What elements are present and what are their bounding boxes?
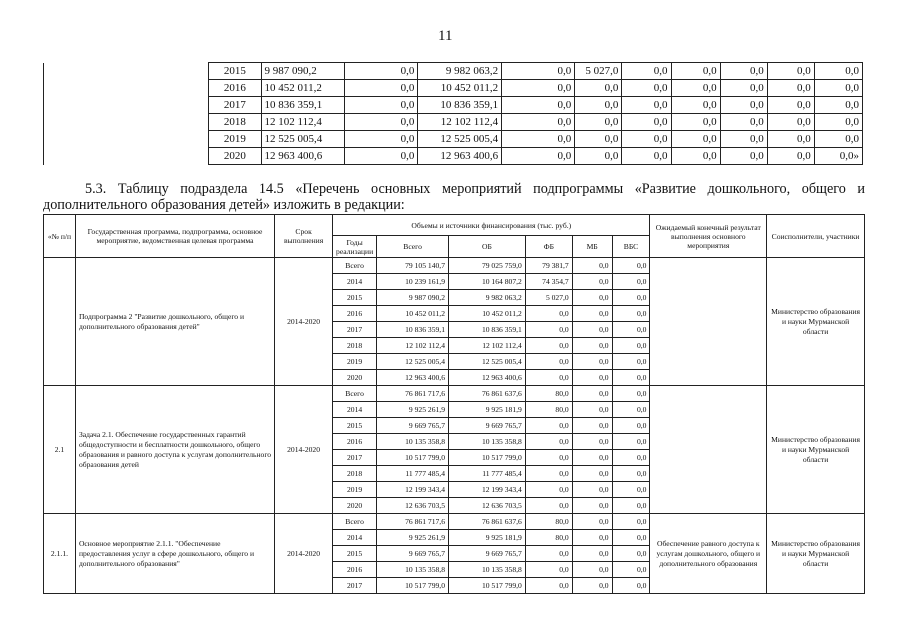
fb-cell: 0,0 [525,546,572,562]
total-cell: 9 925 261,9 [377,402,449,418]
total-cell: 11 777 485,4 [377,466,449,482]
value-cell: 10 836 359,1 [418,97,502,114]
item-name: Подпрограмма 2 "Развитие дошкольного, общего и дополнительного образования детей" [75,258,274,386]
year-cell: 2015 [333,546,377,562]
total-cell: 12 525 005,4 [377,354,449,370]
mb-cell: 0,0 [572,466,612,482]
value-cell: 0,0 [720,80,767,97]
blank-cell [44,114,209,131]
vbs-cell: 0,0 [612,530,650,546]
value-cell: 0,0 [575,80,622,97]
fb-cell: 0,0 [525,450,572,466]
total-cell: 9 669 765,7 [377,418,449,434]
value-cell: 0,0 [671,131,720,148]
total-cell: 76 861 717,6 [377,514,449,530]
blank-cell [44,97,209,114]
paragraph-line-2: дополнительного образования детей» изложить в редакции: [43,197,405,213]
value-cell: 0,0 [575,114,622,131]
value-cell: 0,0 [814,97,862,114]
value-cell: 0,0 [622,148,671,165]
ob-cell: 10 135 358,8 [449,434,526,450]
year-cell: 2020 [333,370,377,386]
fb-cell: 0,0 [525,434,572,450]
value-cell: 0,0 [814,63,862,80]
value-cell: 0,0 [720,97,767,114]
ob-cell: 76 861 637,6 [449,514,526,530]
table-row [44,131,863,148]
vbs-cell: 0,0 [612,466,650,482]
vbs-cell: 0,0 [612,370,650,386]
mb-cell: 0,0 [572,290,612,306]
mb-cell: 0,0 [572,322,612,338]
table-row [44,386,865,402]
total-cell: 12 636 703,5 [377,498,449,514]
value-cell: 10 452 011,2 [418,80,502,97]
year-cell: 2019 [333,482,377,498]
year-cell: 2017 [209,97,261,114]
vbs-cell: 0,0 [612,546,650,562]
value-cell: 0,0 [575,131,622,148]
value-cell: 0,0 [345,63,418,80]
value-cell: 0,0 [671,148,720,165]
blank-cell [44,148,209,165]
vbs-cell: 0,0 [612,482,650,498]
header-executors: Соисполнители, участники [767,215,865,258]
blank-cell [44,131,209,148]
ob-cell: 12 102 112,4 [449,338,526,354]
item-result [650,258,767,386]
total-cell: 79 105 140,7 [377,258,449,274]
activities-table [43,214,865,594]
ob-cell: 76 861 637,6 [449,386,526,402]
total-cell: 10 517 799,0 [377,450,449,466]
fb-cell: 5 027,0 [525,290,572,306]
page-number: 11 [438,28,453,44]
vbs-cell: 0,0 [612,290,650,306]
year-cell: Всего [333,258,377,274]
mb-cell: 0,0 [572,530,612,546]
value-cell: 0,0 [502,148,575,165]
header-name: Государственная программа, подпрограмма, основное мероприятие, ведомственная целевая программа [75,215,274,258]
value-cell: 0,0 [345,131,418,148]
ob-cell: 12 199 343,4 [449,482,526,498]
mb-cell: 0,0 [572,274,612,290]
item-result [650,386,767,514]
ob-cell: 9 925 181,9 [449,402,526,418]
vbs-cell: 0,0 [612,354,650,370]
vbs-cell: 0,0 [612,498,650,514]
instruction-paragraph [43,181,865,213]
total-cell: 9 987 090,2 [377,290,449,306]
total-cell: 12 102 112,4 [261,114,345,131]
header-term: Срок выполнения [275,215,333,258]
value-cell: 0,0 [622,97,671,114]
fb-cell: 0,0 [525,322,572,338]
year-cell: 2016 [333,562,377,578]
table-row [44,148,863,165]
table-row [44,97,863,114]
value-cell: 0,0 [622,80,671,97]
value-cell: 0,0 [767,114,814,131]
item-term: 2014-2020 [275,258,333,386]
value-cell: 0,0 [345,80,418,97]
item-result: Обеспечение равного доступа к услугам дошкольного, общего и дополнительного образования [650,514,767,594]
value-cell: 0,0 [502,131,575,148]
year-cell: 2019 [333,354,377,370]
fb-cell: 80,0 [525,514,572,530]
header-total: Всего [377,236,449,258]
vbs-cell: 0,0 [612,386,650,402]
mb-cell: 0,0 [572,354,612,370]
total-cell: 9 987 090,2 [261,63,345,80]
value-cell: 0,0 [814,114,862,131]
item-executors: Министерство образования и науки Мурманской области [767,386,865,514]
vbs-cell: 0,0 [612,418,650,434]
ob-cell: 79 025 759,0 [449,258,526,274]
ob-cell: 9 669 765,7 [449,546,526,562]
year-cell: 2018 [333,338,377,354]
total-cell: 10 239 161,9 [377,274,449,290]
value-cell: 0,0 [622,114,671,131]
total-cell: 10 836 359,1 [377,322,449,338]
year-cell: 2018 [209,114,261,131]
ob-cell: 11 777 485,4 [449,466,526,482]
header-result: Ожидаемый конечный результат выполнения основного мероприятия [650,215,767,258]
vbs-cell: 0,0 [612,450,650,466]
ob-cell: 10 517 799,0 [449,450,526,466]
vbs-cell: 0,0 [612,514,650,530]
value-cell: 0,0 [767,148,814,165]
value-cell: 0,0 [671,63,720,80]
mb-cell: 0,0 [572,546,612,562]
value-cell: 0,0 [767,131,814,148]
fb-cell: 0,0 [525,562,572,578]
value-cell: 0,0 [575,97,622,114]
fb-cell: 0,0 [525,466,572,482]
value-cell: 0,0 [720,148,767,165]
year-cell: 2017 [333,450,377,466]
vbs-cell: 0,0 [612,338,650,354]
value-cell: 0,0 [767,80,814,97]
mb-cell: 0,0 [572,306,612,322]
mb-cell: 0,0 [572,450,612,466]
item-number: 2.1.1. [44,514,76,594]
mb-cell: 0,0 [572,434,612,450]
value-cell: 0,0 [345,148,418,165]
year-cell: 2015 [333,418,377,434]
table-row [44,63,863,80]
value-cell: 0,0» [814,148,862,165]
total-cell: 12 102 112,4 [377,338,449,354]
fb-cell: 0,0 [525,482,572,498]
header-years: Годы реализации [333,236,377,258]
item-executors: Министерство образования и науки Мурманской области [767,514,865,594]
fb-cell: 80,0 [525,530,572,546]
value-cell: 5 027,0 [575,63,622,80]
fb-cell: 0,0 [525,578,572,594]
total-cell: 10 452 011,2 [377,306,449,322]
header-vbs: ВБС [612,236,650,258]
fb-cell: 0,0 [525,354,572,370]
header-mb: МБ [572,236,612,258]
vbs-cell: 0,0 [612,578,650,594]
ob-cell: 10 164 807,2 [449,274,526,290]
value-cell: 0,0 [622,63,671,80]
value-cell: 0,0 [720,131,767,148]
total-cell: 76 861 717,6 [377,386,449,402]
ob-cell: 9 925 181,9 [449,530,526,546]
year-cell: Всего [333,386,377,402]
year-cell: 2018 [333,466,377,482]
ob-cell: 12 963 400,6 [449,370,526,386]
value-cell: 0,0 [814,131,862,148]
fb-cell: 0,0 [525,306,572,322]
paragraph-line-1: 5.3. Таблицу подраздела 14.5 «Перечень основных мероприятий подпрограммы «Развитие дошкольного, общего и [85,181,865,197]
total-cell: 10 135 358,8 [377,434,449,450]
fb-cell: 80,0 [525,386,572,402]
total-cell: 10 836 359,1 [261,97,345,114]
total-cell: 9 669 765,7 [377,546,449,562]
year-cell: 2016 [209,80,261,97]
vbs-cell: 0,0 [612,274,650,290]
value-cell: 0,0 [767,63,814,80]
value-cell: 0,0 [502,63,575,80]
item-term: 2014-2020 [275,514,333,594]
item-name: Задача 2.1. Обеспечение государственных гарантий общедоступности и бесплатности дошкольного, общего образования и равного доступа к услугам дополнительного образования детей [75,386,274,514]
value-cell: 0,0 [502,80,575,97]
mb-cell: 0,0 [572,402,612,418]
value-cell: 12 525 005,4 [418,131,502,148]
year-cell: 2017 [333,322,377,338]
value-cell: 0,0 [767,97,814,114]
value-cell: 0,0 [671,80,720,97]
total-cell: 12 963 400,6 [377,370,449,386]
value-cell: 0,0 [622,131,671,148]
vbs-cell: 0,0 [612,258,650,274]
mb-cell: 0,0 [572,338,612,354]
ob-cell: 10 517 799,0 [449,578,526,594]
table-row [44,80,863,97]
mb-cell: 0,0 [572,386,612,402]
fb-cell: 0,0 [525,498,572,514]
item-name: Основное мероприятие 2.1.1. "Обеспечение предоставления услуг в сфере дошкольного, общего и дополнительного образования" [75,514,274,594]
value-cell: 12 963 400,6 [418,148,502,165]
table-row [44,258,865,274]
year-cell: 2016 [333,434,377,450]
fb-cell: 0,0 [525,338,572,354]
total-cell: 12 199 343,4 [377,482,449,498]
year-cell: 2020 [333,498,377,514]
fb-cell: 0,0 [525,370,572,386]
fb-cell: 79 381,7 [525,258,572,274]
value-cell: 0,0 [345,114,418,131]
value-cell: 0,0 [502,97,575,114]
year-cell: 2014 [333,274,377,290]
blank-cell [44,63,209,80]
vbs-cell: 0,0 [612,322,650,338]
total-cell: 10 452 011,2 [261,80,345,97]
mb-cell: 0,0 [572,498,612,514]
table-row [44,514,865,530]
year-cell: 2014 [333,530,377,546]
item-executors: Министерство образования и науки Мурманской области [767,258,865,386]
value-cell: 0,0 [720,63,767,80]
year-cell: 2020 [209,148,261,165]
value-cell: 0,0 [814,80,862,97]
mb-cell: 0,0 [572,418,612,434]
fb-cell: 74 354,7 [525,274,572,290]
mb-cell: 0,0 [572,514,612,530]
item-number [44,258,76,386]
vbs-cell: 0,0 [612,402,650,418]
year-cell: 2019 [209,131,261,148]
mb-cell: 0,0 [572,258,612,274]
header-fb: ФБ [525,236,572,258]
year-cell: 2015 [209,63,261,80]
value-cell: 9 982 063,2 [418,63,502,80]
year-cell: 2017 [333,578,377,594]
mb-cell: 0,0 [572,578,612,594]
year-cell: Всего [333,514,377,530]
mb-cell: 0,0 [572,482,612,498]
mb-cell: 0,0 [572,370,612,386]
blank-cell [44,80,209,97]
ob-cell: 12 525 005,4 [449,354,526,370]
total-cell: 12 963 400,6 [261,148,345,165]
value-cell: 0,0 [671,97,720,114]
ob-cell: 10 135 358,8 [449,562,526,578]
continuation-table [43,62,863,165]
mb-cell: 0,0 [572,562,612,578]
header-funding: Объемы и источники финансирования (тыс. руб.) [333,215,650,236]
ob-cell: 9 982 063,2 [449,290,526,306]
item-term: 2014-2020 [275,386,333,514]
value-cell: 0,0 [575,148,622,165]
year-cell: 2016 [333,306,377,322]
value-cell: 0,0 [720,114,767,131]
vbs-cell: 0,0 [612,562,650,578]
header-ob: ОБ [449,236,526,258]
total-cell: 12 525 005,4 [261,131,345,148]
total-cell: 10 517 799,0 [377,578,449,594]
value-cell: 12 102 112,4 [418,114,502,131]
vbs-cell: 0,0 [612,434,650,450]
value-cell: 0,0 [502,114,575,131]
ob-cell: 9 669 765,7 [449,418,526,434]
year-cell: 2014 [333,402,377,418]
ob-cell: 12 636 703,5 [449,498,526,514]
vbs-cell: 0,0 [612,306,650,322]
ob-cell: 10 452 011,2 [449,306,526,322]
fb-cell: 0,0 [525,418,572,434]
value-cell: 0,0 [671,114,720,131]
total-cell: 10 135 358,8 [377,562,449,578]
ob-cell: 10 836 359,1 [449,322,526,338]
header-num: «№ п/п [44,215,76,258]
item-number: 2.1 [44,386,76,514]
value-cell: 0,0 [345,97,418,114]
year-cell: 2015 [333,290,377,306]
table-row [44,114,863,131]
fb-cell: 80,0 [525,402,572,418]
total-cell: 9 925 261,9 [377,530,449,546]
